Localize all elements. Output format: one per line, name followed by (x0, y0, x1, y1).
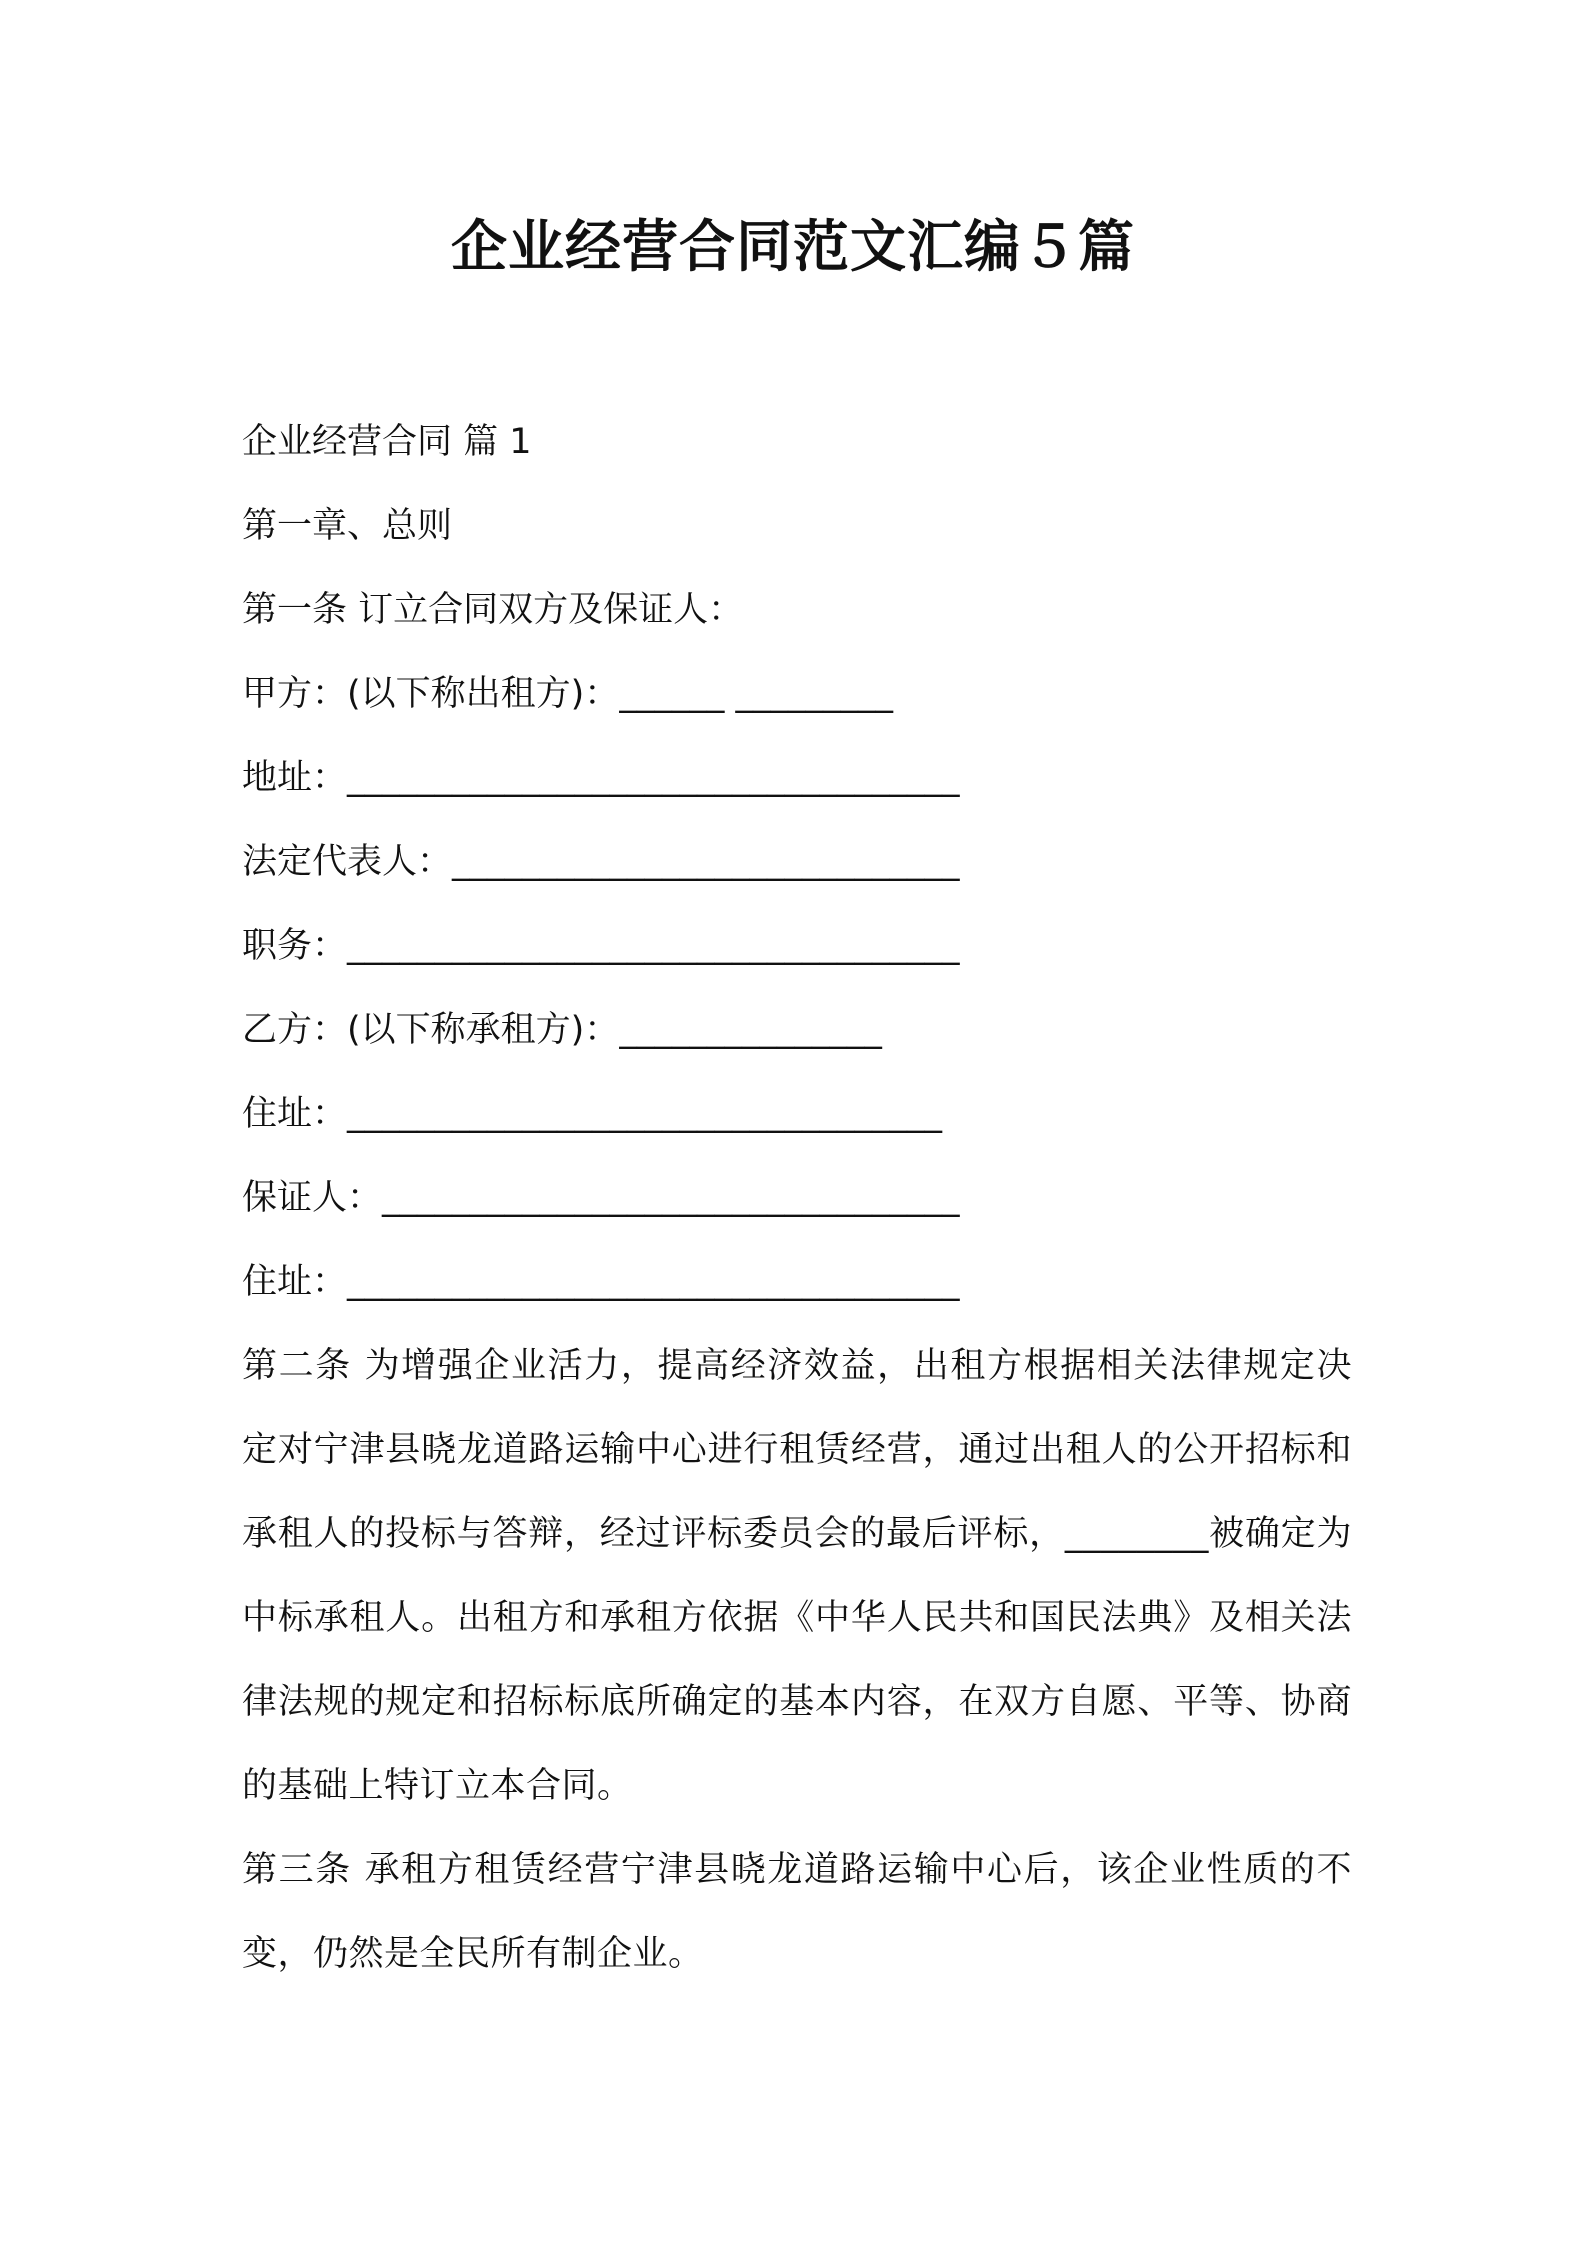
field-party-a (242, 652, 1352, 736)
article-3: 第三条 承租方租赁经营宁津县晓龙道路运输中心后，该企业性质的不变，仍然是全民所有制企业。 (242, 1850, 1352, 1974)
field-position (242, 904, 1352, 988)
field-address (242, 736, 1352, 820)
field-label: 职务： (242, 926, 348, 966)
document-title: 企业经营合同范文汇编５篇 (451, 215, 1135, 280)
section-heading: 企业经营合同 篇 1 (242, 422, 532, 462)
field-blank: ______ _________ (619, 674, 893, 714)
field-blank: ___________________________________ (347, 1262, 960, 1302)
field-label: 住址： (242, 1094, 348, 1134)
field-blank: _________________________________ (382, 1178, 960, 1218)
chapter-heading: 第一章、总则 (242, 506, 453, 546)
article-1: 第一条 订立合同双方及保证人： (242, 590, 744, 630)
article-2: 第二条 为增强企业活力，提高经济效益，出租方根据相关法律规定决定对宁津县晓龙道路运输中心进行租赁经营，通过出租人的公开招标和承租人的投标与答辩，经过评标委员会的最后评标，________被确定为中标承租人。出租方和承租方依据《中华人民共和国民法典》及相关法律法规的规定和招标标底所确定的基本内容，在双方自愿、平等、协商的基础上特订立本合同。 (242, 1346, 1352, 1806)
field-blank: __________________________________ (347, 1094, 943, 1134)
field-label: 乙方：(以下称承租方)： (242, 1010, 620, 1050)
field-label: 住址： (242, 1262, 348, 1302)
field-guarantor (242, 1156, 1352, 1240)
field-label: 法定代表人： (242, 842, 453, 882)
field-label: 保证人： (242, 1178, 383, 1218)
field-blank: _____________________________ (452, 842, 960, 882)
field-guarantor-residence (242, 1240, 1352, 1324)
field-legal-representative (242, 820, 1352, 904)
field-label: 甲方：(以下称出租方)： (242, 674, 620, 714)
field-blank: ___________________________________ (347, 758, 960, 798)
field-party-b (242, 988, 1352, 1072)
document-body (242, 400, 1352, 1996)
field-label: 地址： (242, 758, 348, 798)
field-residence (242, 1072, 1352, 1156)
field-blank: _______________ (619, 1010, 882, 1050)
field-blank: ___________________________________ (347, 926, 960, 966)
